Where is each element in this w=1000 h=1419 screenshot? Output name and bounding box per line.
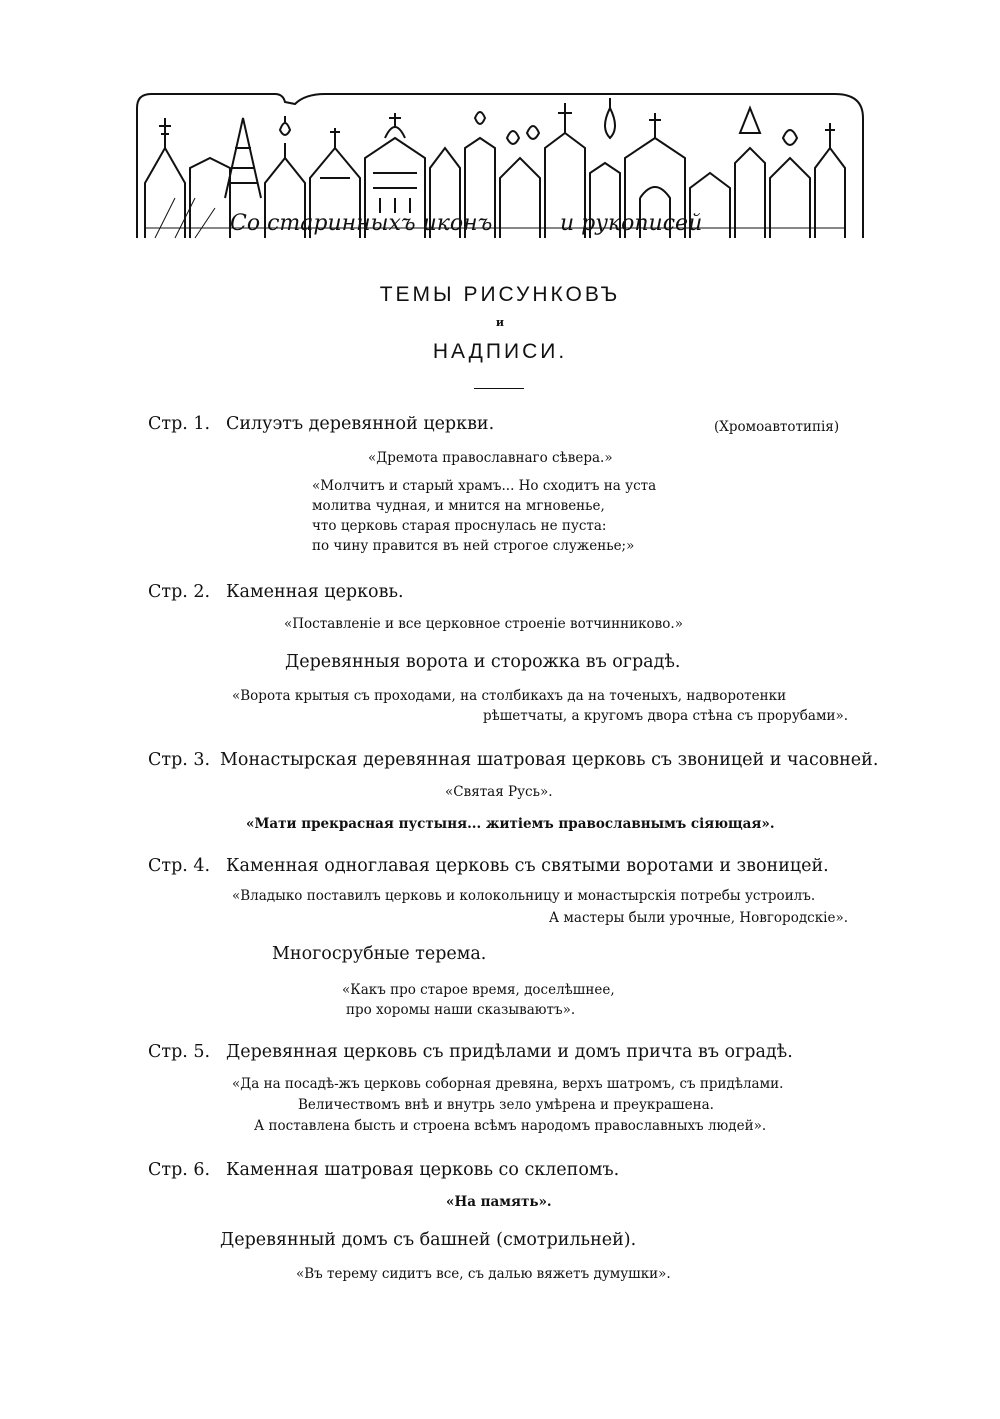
banner-caption-right: и рукописей: [560, 211, 703, 236]
entry-1-page: Стр. 1.: [148, 414, 211, 434]
banner-caption-left: Со старинныхъ иконъ: [230, 211, 493, 236]
entry-1-verse-line-4: по чину правится въ ней строгое служенье;»: [312, 538, 635, 554]
entry-3-epigraph: «Святая Русь».: [445, 784, 553, 800]
heading-conjunction: и: [495, 316, 505, 329]
entry-3-page: Стр. 3.: [148, 750, 211, 770]
entry-4-subquote-line-2: про хоромы наши сказываютъ».: [346, 1002, 576, 1018]
entry-6-subtitle: Деревянный домъ съ башней (смотрильней).: [220, 1230, 637, 1250]
heading-line-2: НАДПИСИ.: [432, 340, 568, 363]
entry-4-quote-line-2: А мастеры были урочные, Новгородскіе».: [548, 910, 848, 926]
entry-4-quote-line-1: «Владыко поставилъ церковь и колокольницу и монастырскія потребы устроилъ.: [232, 888, 816, 904]
entry-6-page: Стр. 6.: [148, 1160, 211, 1180]
entry-2-page: Стр. 2.: [148, 582, 211, 602]
entry-2-title: Каменная церковь.: [226, 582, 404, 602]
entry-5-quote-line-3: А поставлена бысть и строена всѣмъ народомъ православныхъ людей».: [254, 1118, 767, 1134]
heading-divider: [474, 388, 524, 389]
entry-5-title: Деревянная церковь съ придѣлами и домъ причта въ оградѣ.: [226, 1042, 793, 1062]
entry-2-quote: «Поставленіе и все церковное строеніе вотчинниково.»: [284, 616, 683, 632]
entry-6-epigraph: «На память».: [446, 1194, 552, 1210]
entry-6-title: Каменная шатровая церковь со склепомъ.: [226, 1160, 620, 1180]
entry-1-verse-line-1: «Молчитъ и старый храмъ... Но сходитъ на уста: [312, 478, 657, 494]
entry-5-page: Стр. 5.: [148, 1042, 211, 1062]
entry-4-subquote-line-1: «Какъ про старое время, доселѣшнее,: [342, 982, 615, 998]
header-illustration: [135, 88, 865, 258]
entry-3-quote: «Мати прекрасная пустыня... житіемъ православнымъ сіяющая».: [246, 816, 775, 832]
entry-2-subtitle: Деревянныя ворота и сторожка въ оградѣ.: [285, 652, 681, 672]
entry-2-subquote-line-1: «Ворота крытыя съ проходами, на столбикахъ да на точеныхъ, надворотенки: [232, 688, 787, 704]
entry-6-subquote: «Въ терему сидитъ все, съ далью вяжетъ думушки».: [296, 1266, 671, 1282]
entry-1-verse-line-3: что церковь старая проснулась не пуста:: [312, 518, 607, 534]
entry-5-quote-line-2: Величествомъ внѣ и внутрь зело умѣрена и преукрашена.: [298, 1097, 714, 1113]
entry-3-title: Монастырская деревянная шатровая церковь съ звоницей и часовней.: [220, 750, 879, 770]
church-skyline-illustration: [135, 88, 865, 258]
entry-1-title: Силуэтъ деревянной церкви.: [226, 414, 495, 434]
entry-1-epigraph: «Дремота православнаго сѣвера.»: [368, 450, 613, 466]
entry-4-subtitle: Многосрубные терема.: [272, 944, 487, 964]
entry-4-title: Каменная одноглавая церковь съ святыми воротами и звоницей.: [226, 856, 829, 876]
entry-2-subquote-line-2: рѣшетчаты, а кругомъ двора стѣна съ прорубами».: [482, 708, 848, 724]
entry-1-note: (Хромоавтотипія): [714, 419, 840, 435]
entry-1-verse-line-2: молитва чудная, и мнится на мгновенье,: [312, 498, 605, 514]
heading-line-1: ТЕМЫ РИСУНКОВЪ: [379, 283, 621, 306]
entry-5-quote-line-1: «Да на посадѣ-жъ церковь соборная древяна, верхъ шатромъ, съ придѣлами.: [232, 1076, 784, 1092]
entry-4-page: Стр. 4.: [148, 856, 211, 876]
